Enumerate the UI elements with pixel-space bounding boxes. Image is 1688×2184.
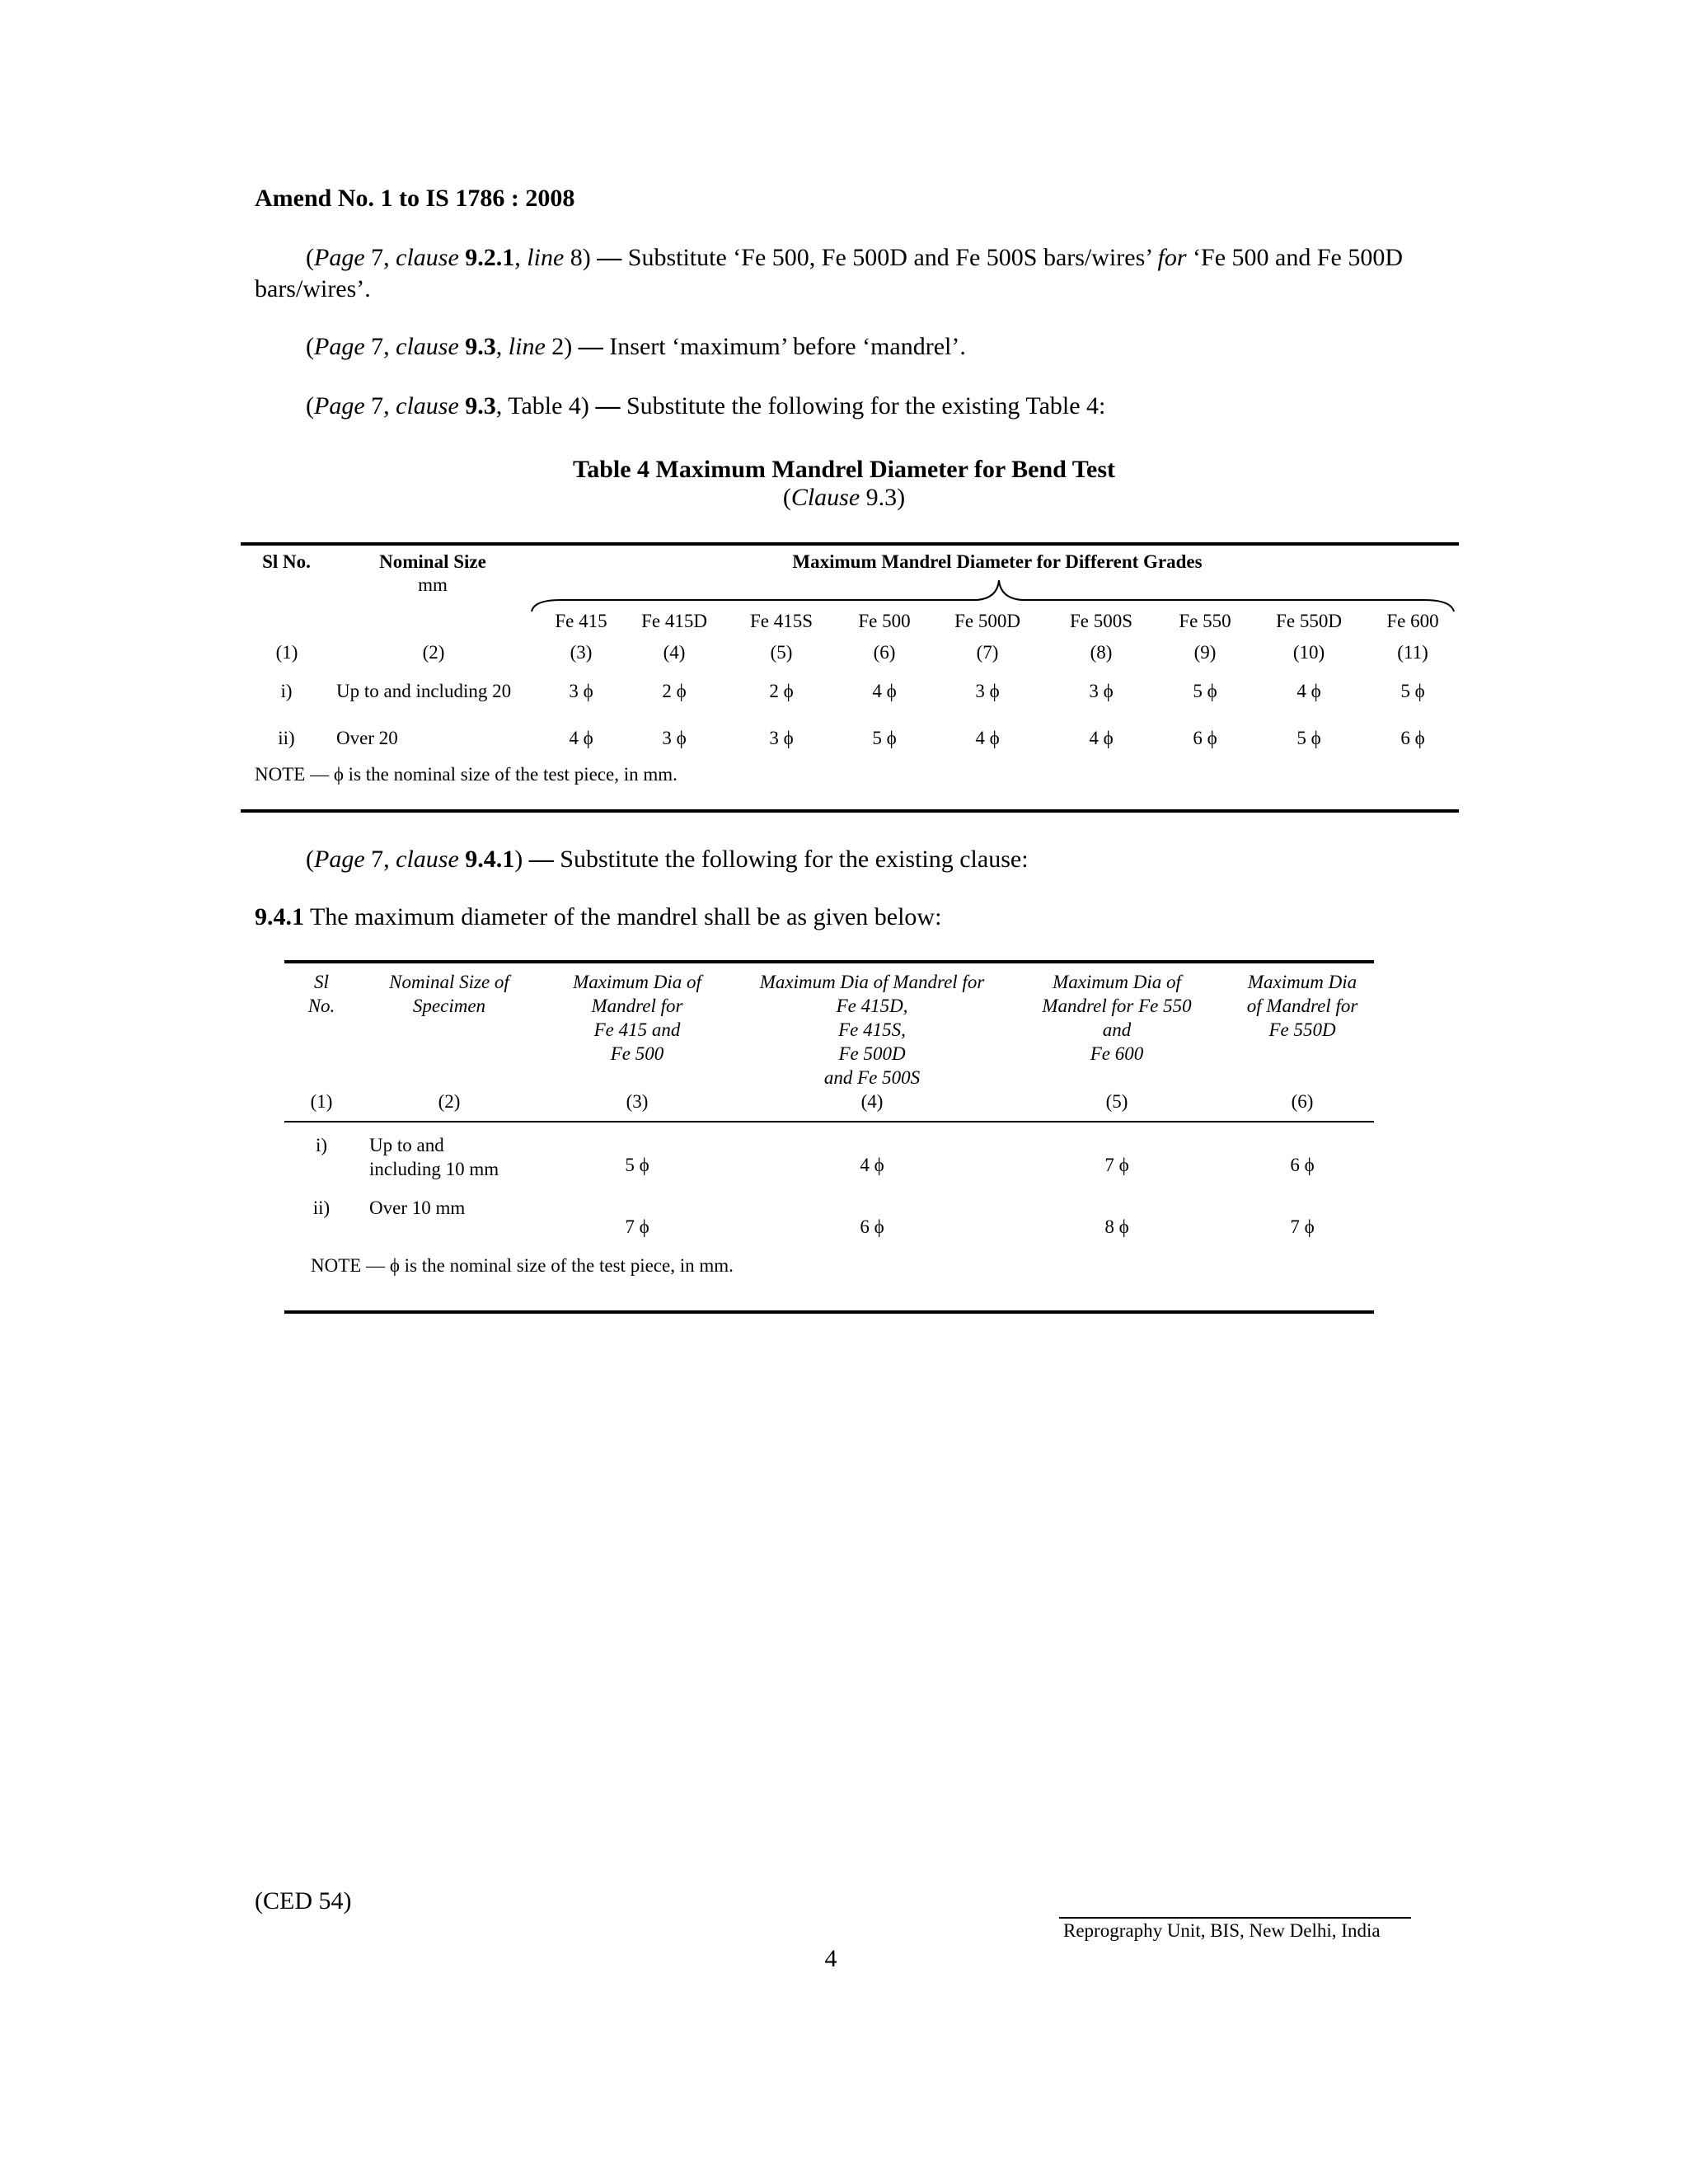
page-number: 4	[824, 1945, 837, 1972]
page-heading: Amend No. 1 to IS 1786 : 2008	[255, 185, 575, 212]
table4-column-number: (4)	[663, 642, 686, 663]
table4-cell-value: 6 ϕ	[1193, 728, 1217, 748]
table4-row-sl: ii)	[278, 728, 295, 748]
table2-row-sl: i)	[315, 1135, 328, 1155]
table4-note: NOTE — ϕ is the nominal size of the test piece, in mm.	[255, 764, 678, 785]
table4-grade-header: Fe 500	[858, 611, 911, 631]
table2-header-line: Fe 415 and	[593, 1019, 681, 1040]
table2-column-number: (2)	[438, 1091, 461, 1112]
table2-header-line: Mandrel for	[591, 996, 683, 1016]
table2-header-line: Fe 550D	[1268, 1019, 1336, 1040]
table4-cell-value: 5 ϕ	[1296, 728, 1321, 748]
table4-grade-header: Fe 500S	[1069, 611, 1133, 631]
table4-grade-header: Fe 415S	[749, 611, 814, 631]
table4-column-number: (11)	[1397, 642, 1428, 663]
table2-header-line: Specimen	[412, 996, 486, 1016]
table4-grade-header: Fe 550D	[1276, 611, 1342, 631]
table4-cell-value: 4 ϕ	[975, 728, 1000, 748]
table2-header-line: Fe 415D,	[836, 996, 908, 1016]
table2-header-line: Maximum Dia of	[573, 972, 701, 992]
table4-cell-value: 4 ϕ	[1296, 681, 1321, 701]
table4-grade-header: Fe 500D	[954, 611, 1020, 631]
table4-col-size: Nominal Size	[379, 551, 486, 572]
table2-cell-value: 7 ϕ	[1290, 1216, 1315, 1237]
amendment-clause-9-4-1: (Page 7, clause 9.4.1) — Substitute the following for the existing clause:	[306, 846, 1029, 873]
table2-row-size: Over 10 mm	[369, 1197, 466, 1218]
table2-cell-value: 7 ϕ	[625, 1216, 649, 1237]
table4-column-number: (10)	[1292, 642, 1325, 663]
table4-col-sl: Sl No.	[262, 551, 311, 572]
table2-header-line: Fe 415S,	[838, 1019, 906, 1040]
table4-column-number: (9)	[1193, 642, 1217, 663]
table2-header-line: of Mandrel for	[1246, 996, 1358, 1016]
table4-cell-value: 3 ϕ	[569, 681, 593, 701]
table4-cell-value: 4 ϕ	[569, 728, 593, 748]
table2-header-rule	[284, 1121, 1374, 1122]
table4-row-sl: i)	[280, 681, 293, 701]
table4-cell-value: 3 ϕ	[1089, 681, 1114, 701]
table4-clause-ref: (Clause 9.3)	[782, 484, 906, 511]
table2-header-line: and Fe 500S	[823, 1067, 921, 1088]
table2-header-line: Sl	[314, 972, 329, 992]
table4-cell-value: 5 ϕ	[872, 728, 897, 748]
table2-cell-value: 7 ϕ	[1104, 1155, 1129, 1175]
table2-cell-value: 5 ϕ	[625, 1155, 649, 1175]
amendment-clause-9-3-line: (Page 7, clause 9.3, line 2) — Insert ‘maximum’ before ‘mandrel’.	[306, 333, 966, 360]
table4-title: Table 4 Maximum Mandrel Diameter for Bend Test	[572, 456, 1116, 483]
table4-grade-header: Fe 550	[1179, 611, 1231, 631]
table4-cell-value: 5 ϕ	[1193, 681, 1217, 701]
clause-9-4-1: 9.4.1 The maximum diameter of the mandrel shall be as given below:	[255, 903, 942, 930]
table4-cell-value: 6 ϕ	[1400, 728, 1425, 748]
table2-header-line: Fe 500	[610, 1043, 664, 1064]
table4-group-brace	[528, 577, 1459, 613]
table4-cell-value: 3 ϕ	[975, 681, 1000, 701]
table2-column-number: (3)	[626, 1091, 649, 1112]
table2-column-number: (5)	[1105, 1091, 1128, 1112]
table4-cell-value: 3 ϕ	[662, 728, 687, 748]
table4-cell-value: 2 ϕ	[769, 681, 794, 701]
table2-top-rule	[284, 960, 1374, 963]
table2-header-line: Maximum Dia of	[1053, 972, 1181, 992]
table2-row-sl: ii)	[312, 1197, 331, 1218]
table4-column-number: (8)	[1090, 642, 1113, 663]
table4-column-number: (5)	[770, 642, 793, 663]
table2-row-size: Up to and	[369, 1135, 444, 1155]
table2-header-line: Maximum Dia	[1247, 972, 1357, 992]
amendment-clause-9-2-1: (Page 7, clause 9.2.1, line 8) — Substitute ‘Fe 500, Fe 500D and Fe 500S bars/wires’ for ‘Fe 500 and Fe 500D bars/wires’.	[255, 244, 1404, 302]
table4-grade-header: Fe 415	[555, 611, 607, 631]
table4-group-header: Maximum Mandrel Diameter for Different Grades	[792, 551, 1203, 572]
table4-grade-header: Fe 600	[1386, 611, 1439, 631]
table4-col-size-unit: mm	[418, 574, 448, 595]
table4-bottom-rule	[241, 809, 1459, 813]
table2-cell-value: 6 ϕ	[860, 1216, 884, 1237]
amendment-clause-9-3-table: (Page 7, clause 9.3, Table 4) — Substitute the following for the existing Table 4:	[306, 392, 1106, 419]
table2-header-line: Maximum Dia of Mandrel for	[759, 972, 985, 992]
table4-column-number: (7)	[976, 642, 999, 663]
table2-cell-value: 6 ϕ	[1290, 1155, 1315, 1175]
table2-cell-value: 4 ϕ	[860, 1155, 884, 1175]
table4-cell-value: 4 ϕ	[872, 681, 897, 701]
table4-grade-header: Fe 415D	[641, 611, 707, 631]
table2-note: NOTE — ϕ is the nominal size of the test piece, in mm.	[311, 1255, 734, 1276]
table2-row-size: including 10 mm	[369, 1159, 499, 1179]
table4-cell-value: 2 ϕ	[662, 681, 687, 701]
table4-top-rule	[241, 542, 1459, 546]
committee-ref: (CED 54)	[255, 1887, 352, 1915]
table4-row-size: Over 20	[336, 728, 398, 748]
table2-header-line: Mandrel for Fe 550	[1042, 996, 1192, 1016]
table4-column-number: (3)	[570, 642, 593, 663]
printer-credit: Reprography Unit, BIS, New Delhi, India	[1063, 1920, 1381, 1941]
footer-rule	[1059, 1917, 1411, 1919]
table4-row-size: Up to and including 20	[336, 681, 512, 701]
table2-header-line: No.	[307, 996, 335, 1016]
table2-column-number: (6)	[1291, 1091, 1314, 1112]
table4-cell-value: 4 ϕ	[1089, 728, 1114, 748]
table4-cell-value: 5 ϕ	[1400, 681, 1425, 701]
table4-cell-value: 3 ϕ	[769, 728, 794, 748]
table2-header-line: Nominal Size of	[389, 972, 509, 992]
table2-header-line: Fe 500D	[838, 1043, 906, 1064]
table4-column-number: (6)	[873, 642, 896, 663]
table4-column-number: (1)	[275, 642, 298, 663]
table4-column-number: (2)	[422, 642, 445, 663]
table2-cell-value: 8 ϕ	[1104, 1216, 1129, 1237]
table2-bottom-rule	[284, 1310, 1374, 1314]
table2-column-number: (4)	[860, 1091, 884, 1112]
table2-column-number: (1)	[310, 1091, 333, 1112]
table2-header-line: Fe 600	[1090, 1043, 1144, 1064]
table2-header-line: and	[1102, 1019, 1132, 1040]
